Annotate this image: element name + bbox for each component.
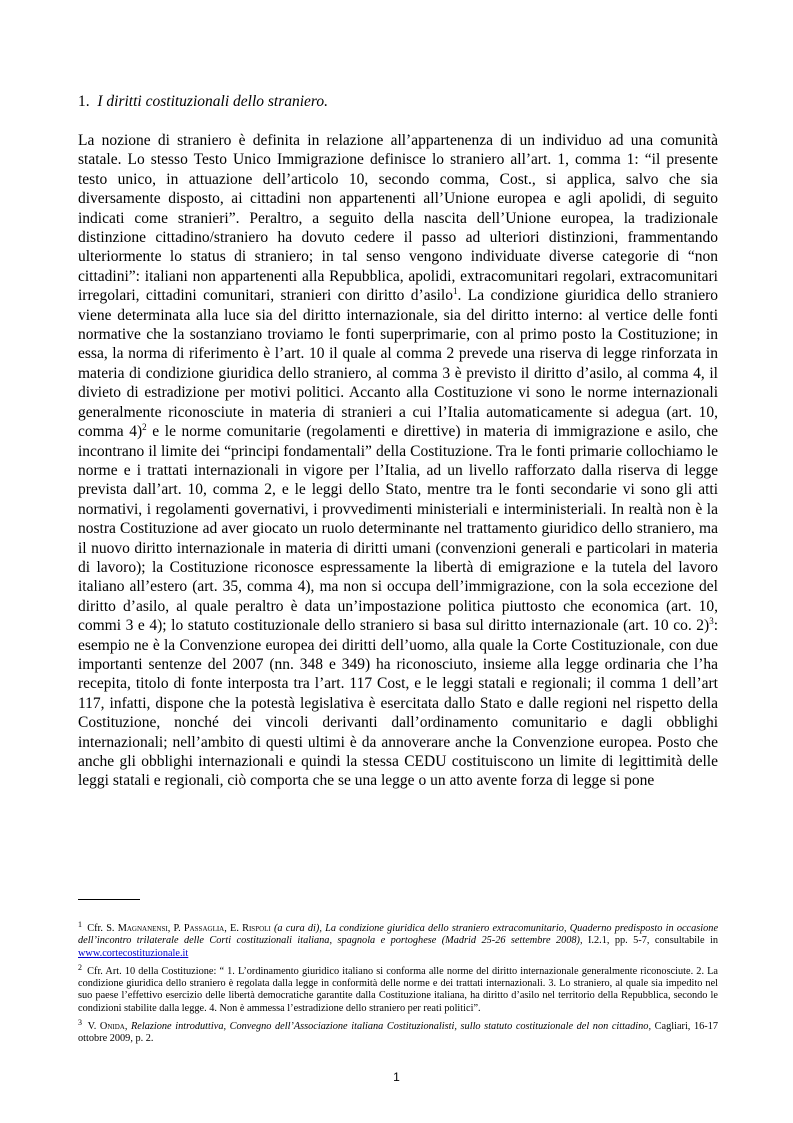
body-text-part-2: . La condizione giuridica dello straniero viene determinata alla luce sia del diritto internazionale, sia del diritto interno: al vertice delle fonti normative che la sostanziano troviamo le fonti superprimarie, con al primo posto la Costituzione; in essa, la norma di riferimento è l’art. 10 il quale al comma 2 prevede una riserva di legge rinforzata in materia di condizione giuridica dello straniero, al comma 3 è previsto il diritto d’asilo, al comma 4, il divieto di estradizione per motivi politici. Accanto alla Costituzione vi sono le norme internazionali generalmente riconosciute in materia di stranieri a cui l’Italia automaticamente si adegua (art. 10, comma 4) bbox=[78, 287, 718, 441]
page-number: 1 bbox=[393, 1070, 400, 1084]
footnote-ref-2[interactable]: 2 bbox=[142, 421, 147, 432]
footnote-rest: I.2.1, pp. 5-7, consultabile in bbox=[588, 935, 719, 947]
section-number: 1. bbox=[78, 93, 90, 110]
footnote-author: V. Onida, bbox=[87, 1021, 128, 1033]
body-text-part-1: La nozione di straniero è definita in relazione all’appartenenza di un individuo ad una comunità statale. Lo stesso Testo Unico Immigrazione definisce lo straniero all’art. 1, comma 1: “il presente testo unico, in attuazione dell’articolo 10, secondo comma, Cost., si applica, salvo che sia diversamente disposto, ai cittadini non appartenenti all’Unione europea e agli apolidi, di seguito indicati come stranieri”. Peraltro, a seguito della nascita dell’Unione europea, la tradizionale distinzione cittadino/straniero ha dovuto cedere il passo ad ulteriori distinzioni, frammentando ulteriormente lo status di straniero; in tal senso vengono individuate diverse categorie di “non cittadini”: italiani non appartenenti alla Repubblica, apolidi, extracomunitari regolari, extracomunitari irregolari, cittadini comunitari, stranieri con diritto d’asilo bbox=[78, 132, 718, 305]
section-title: I diritti costituzionali dello straniero. bbox=[97, 93, 329, 110]
footnote-2 bbox=[78, 962, 718, 1015]
footnote-title: Relazione introduttiva, Convegno dell’Associazione italiana Costituzionalisti, sullo statuto costituzionale del non cittadino, bbox=[131, 1021, 652, 1033]
footnotes bbox=[78, 919, 718, 1048]
footnote-ref-3[interactable]: 3 bbox=[709, 616, 714, 626]
footnote-authors: S. Magnanensi, P. Passaglia, E. Rispoli bbox=[106, 923, 271, 934]
body-text-part-4: : esempio ne è la Convenzione europea dei diritti dell’uomo, alla quale la Corte Costituzionale, con due importanti sentenze del 2007 (nn. 348 e 349) ha riconosciuto, insieme alla legge ordinaria che l’ha recepita, titolo di fonte interposta tra l’art. 117 Cost, e le leggi statali e regionali; il comma 1 dell’art 117, infatti, dispone che la potestà legislativa è esercitata dallo Stato e dalle regioni nel rispetto della Costituzione, nonché dei vincoli derivanti dall’ordinamento comunitario e dagli obblighi internazionali; nell’ambito di questi ultimi è da annoverare anche la Convenzione europea. Posto che anche gli obblighi internazionali e quindi la stessa CEDU costituiscono un limite di legittimità delle leggi statali e regionali, ciò comporta che se una legge o un atto avente forza di legge si pone bbox=[78, 617, 718, 790]
footnote-ref-1[interactable]: 1 bbox=[452, 286, 458, 297]
footnote-number: 3 bbox=[78, 1018, 82, 1028]
footnote-1 bbox=[78, 919, 718, 960]
footnote-text: Cfr. Art. 10 della Costituzione: “ 1. L’ordinamento giuridico italiano si conforma alle norme del diritto internazionale generalmente riconosciute. 2. La condizione giuridica dello straniero è regolata dalla legge in conformità delle norme e dei trattati internazionali. 3. Lo straniero, al quale sia impedito nel suo paese l’effettivo esercizio delle libertà democratiche garantite dalla Costituzione italiana, ha diritto d’asilo nel territorio della Repubblica, secondo le condizioni stabilite dalla legge. 4. Non è ammessa l’estradizione dello straniero per reati politici”. bbox=[78, 965, 719, 1014]
body-paragraph bbox=[78, 131, 718, 791]
footnote-editor-note: (a cura di), bbox=[274, 923, 322, 934]
footnote-number: 1 bbox=[78, 920, 82, 929]
footnote-number: 2 bbox=[78, 962, 82, 972]
body-text-part-3: e le norme comunitarie (regolamenti e direttive) in materia di immigrazione e asilo, che incontrano il limite dei “principi fondamentali” della Costituzione. Tra le fonti primarie collochiamo le norme e i trattati internazionali in vigore per l’Italia, ad un livello rafforzato dalla riserva di legge prevista dall’art. 10, comma 2, e le leggi dello Stato, mentre tra le fonti secondarie vi sono gli atti normativi, i regolamenti governativi, i provvedimenti ministeriali e interministeriali. In realtà non è la nostra Costituzione ad aver giocato un ruolo determinante nel trattamento giuridico dello straniero, ma il nuovo diritto internazionale in materia di diritti umani (convenzioni generali e particolari in materia di lavoro); la Costituzione riconosce espressamente la libertà di emigrazione e la tutela del lavoro italiano all’estero (art. 35, comma 4), ma non si occupa dell’immigrazione, con la sola eccezione del diritto d’asilo, al quale peraltro è data un’impostazione politica piuttosto che economica (art. 10, commi 3 e 4); lo statuto costituzionale dello straniero si basa sul diritto internazionale (art. 10 co. 2) bbox=[78, 423, 718, 635]
footnote-title: La condizione giuridica dello straniero extracomunitario, Quaderno predisposto in occasione dell’incontro trilaterale delle Corti costituzionali italiana, spagnola e portoghese (Madrid 25-26 settembre 2008), bbox=[78, 923, 719, 947]
footnote-rest: Cagliari, 16-17 ottobre 2009, p. 2. bbox=[78, 1021, 719, 1045]
section-heading bbox=[78, 93, 328, 111]
footnote-3 bbox=[78, 1017, 718, 1046]
footnote-separator bbox=[78, 899, 140, 900]
footnote-prefix: Cfr. bbox=[87, 923, 103, 934]
footnote-link[interactable]: www.cortecostituzionale.it bbox=[78, 947, 189, 959]
